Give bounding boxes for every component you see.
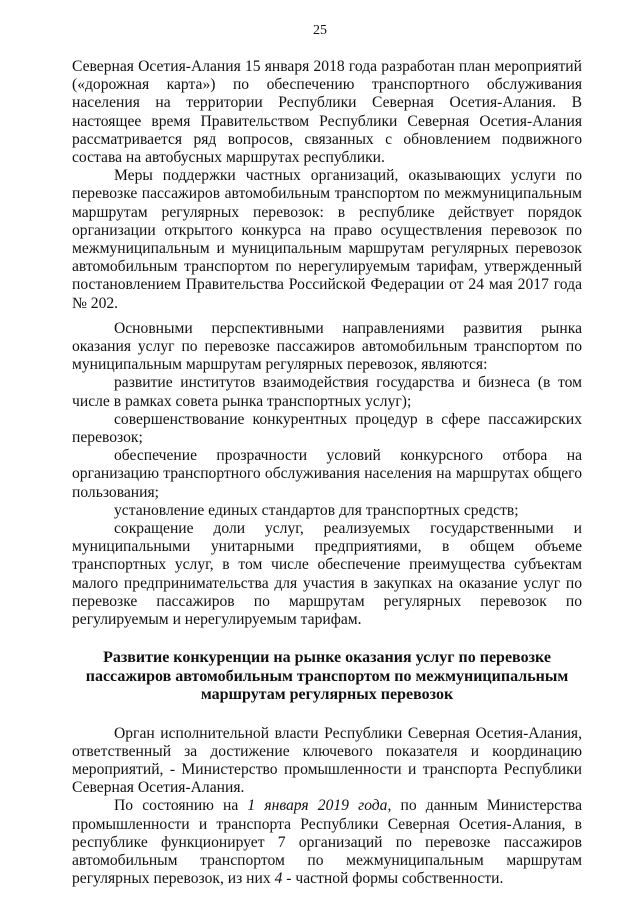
section-heading-line-3: маршрутам регулярных перевозок <box>200 686 454 704</box>
paragraph-support-measures: Меры поддержки частных организаций, оказывающих услуги по перевозке пассажиров автомобильным транспортом по межмуниципальным маршрутам регулярных перевозок: в республике действует порядок организации открытого конкурса на право осуществления перевозок по межмуниципальным и муниципальным маршрутам регулярных перевозок автомобильным транспортом по нерегулируемым тарифам, утвержденный постановлением Правительства Российской Федерации от 24 мая 2017 года № 202. <box>72 167 582 312</box>
status-text-4: - частной формы собственности. <box>282 870 504 888</box>
list-item-standards: установление единых стандартов для транспортных средств; <box>114 501 519 519</box>
paragraph-status <box>72 797 582 888</box>
list-item-procedures: совершенствование конкурентных процедур в сфере пассажирских перевозок; <box>72 410 582 447</box>
status-org-count: 7 <box>277 833 286 851</box>
status-private-count: 4 <box>274 870 283 888</box>
status-text-2: , по данным Министерства промышленности и транспорта Республики Северная Осетия-Алания, в республике функционирует <box>72 797 582 851</box>
paragraph-responsible-organ: Орган исполнительной власти Республики Северная Осетия-Алания, ответственный за достижение ключевого показателя и координацию мероприятий, - Министерство промышленности и транспорта Республики Северная Осетия-Алания. <box>72 724 582 797</box>
document-body <box>72 58 582 888</box>
paragraph-directions-intro: Основными перспективными направлениями развития рынка оказания услуг по перевозке пассажиров автомобильным транспортом по муниципальным маршрутам регулярных перевозок, являются: <box>72 319 582 374</box>
status-text-3: организаций по перевозке пассажиров автомобильным транспортом по межмуниципальным маршрутам регулярных перевозок, из них <box>72 833 582 888</box>
section-heading <box>72 649 582 704</box>
section-heading-line-1: Развитие конкуренции на рынке оказания услуг по перевозке <box>103 649 551 667</box>
list-item-reduction: сокращение доли услуг, реализуемых государственными и муниципальными унитарными предприятиями, в общем объеме транспортных услуг, в том числе обеспечение преимущества субъектам малого предпринимательства для участия в закупках на оказание услуг по перевозке пассажиров по маршрутам регулярных перевозок по регулируемым и нерегулируемым тарифам. <box>72 520 582 629</box>
list-item-institutions: развитие институтов взаимодействия государства и бизнеса (в том числе в рамках совета рынка транспортных услуг); <box>72 374 582 410</box>
list-item-transparency: обеспечение прозрачности условий конкурсного отбора на организацию транспортного обслуживания населения на маршрутах общего пользования; <box>72 447 582 501</box>
status-date: 1 января 2019 года <box>247 797 388 815</box>
status-text-1: По состоянию на <box>114 797 248 815</box>
paragraph-intro: Северная Осетия-Алания 15 января 2018 года разработан план мероприятий («дорожная карта») по обеспечению транспортного обслуживания населения на территории Республики Северная Осетия-Алания. В настоящее время Правительством Республики Северная Осетия-Алания рассматривается ряд вопросов, связанных с обновлением подвижного состава на автобусных маршрутах республики. <box>72 58 582 167</box>
page-number: 25 <box>313 23 327 38</box>
section-heading-line-2: пассажиров автомобильным транспортом по межмуниципальным <box>85 667 569 685</box>
